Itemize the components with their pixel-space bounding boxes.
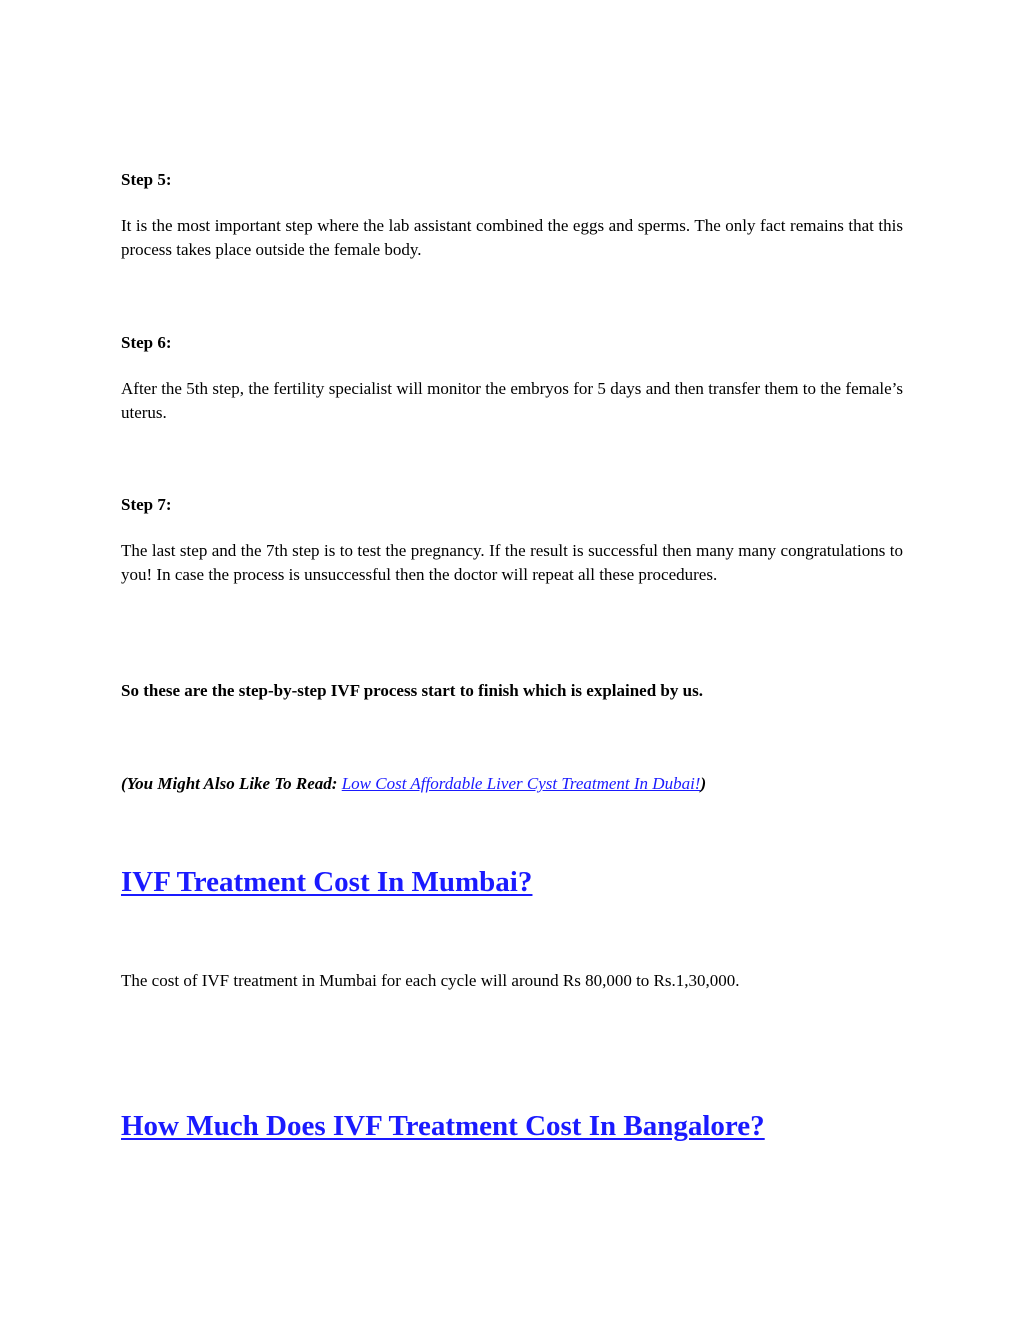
process-summary: So these are the step-by-step IVF process start to finish which is explained by us. xyxy=(121,681,703,700)
mumbai-cost-text: The cost of IVF treatment in Mumbai for each cycle will around Rs 80,000 to Rs.1,30,000. xyxy=(121,971,740,990)
step-7-heading: Step 7: xyxy=(121,495,172,514)
bangalore-cost-heading xyxy=(121,1108,903,1144)
liver-cyst-treatment-link[interactable]: Low Cost Affordable Liver Cyst Treatment In Dubai! xyxy=(341,774,701,793)
step-7-text: The last step and the 7th step is to test the pregnancy. If the result is successful then many many congratulations to you! In case the process is unsuccessful then the doctor will repeat all these procedures. xyxy=(121,541,903,584)
bangalore-cost-heading-link[interactable]: How Much Does IVF Treatment Cost In Bangalore? xyxy=(121,1110,765,1142)
step-5-text: It is the most important step where the lab assistant combined the eggs and sperms. The only fact remains that this process takes place outside the female body. xyxy=(121,216,903,259)
mumbai-cost-heading xyxy=(121,864,903,900)
mumbai-cost-heading-link[interactable]: IVF Treatment Cost In Mumbai? xyxy=(121,866,533,898)
step-6-text: After the 5th step, the fertility specialist will monitor the embryos for 5 days and then transfer them to the female’s uterus. xyxy=(121,379,903,422)
also-read-label: You Might Also Like To Read: xyxy=(126,774,338,793)
also-read-open-paren: ( xyxy=(121,774,127,793)
also-read-close-paren: ) xyxy=(700,774,707,793)
step-6-heading: Step 6: xyxy=(121,333,172,352)
step-5-heading: Step 5: xyxy=(121,170,172,189)
also-read-note xyxy=(121,772,903,795)
